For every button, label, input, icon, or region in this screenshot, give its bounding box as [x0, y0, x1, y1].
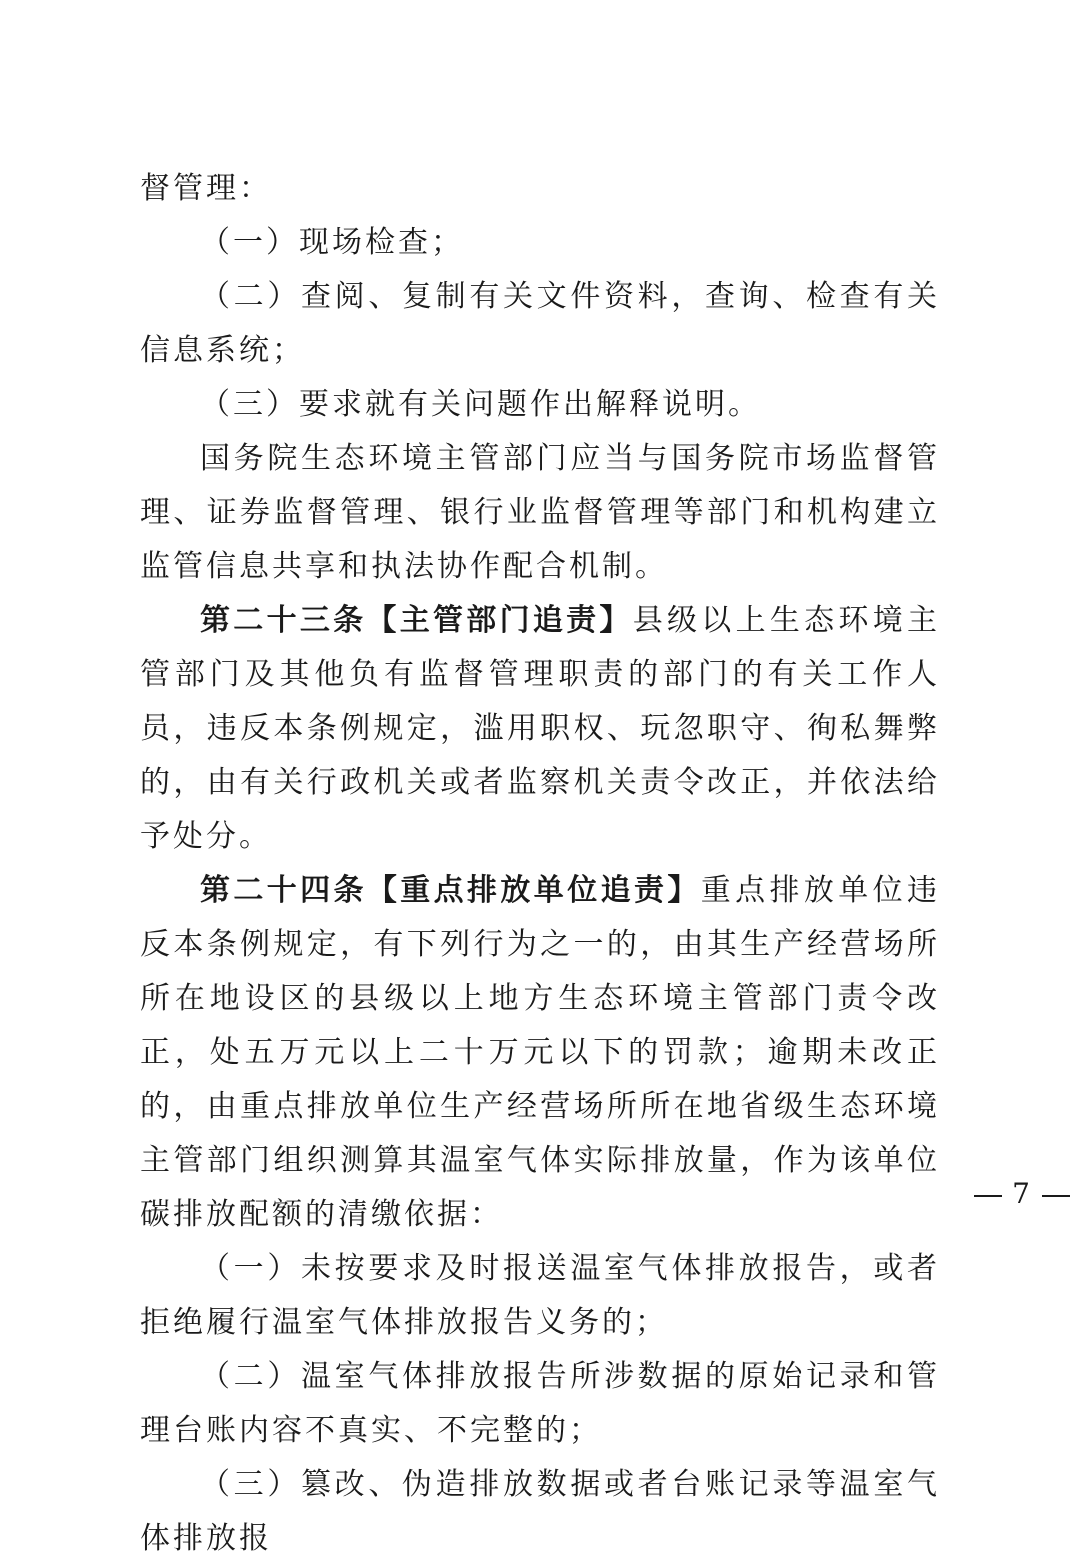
- dash-left: [974, 1195, 1002, 1197]
- article-24-item-2: （二）温室气体排放报告所涉数据的原始记录和管理台账内容不真实、不完整的；: [140, 1359, 940, 1448]
- list-item-inspection: （一）现场检查；: [200, 225, 464, 260]
- paragraph-continuation: 督管理：: [140, 171, 272, 206]
- document-page: [140, 162, 1032, 1566]
- article-23-heading: 第二十三条【主管部门追责】: [200, 603, 633, 638]
- page-number-value: 7: [1012, 1177, 1032, 1210]
- article-24-item-1: （一）未按要求及时报送温室气体排放报告，或者拒绝履行温室气体排放报告义务的；: [140, 1251, 940, 1340]
- article-24-body: 重点排放单位违反本条例规定，有下列行为之一的，由其生产经营场所所在地设区的县级以上地方生态环境主管部门责令改正，处五万元以上二十万元以下的罚款；逾期未改正的，由重点排放单位生产经营场所所在地省级生态环境主管部门组织测算其温室气体实际排放量，作为该单位碳排放配额的清缴依据：: [140, 873, 941, 1232]
- list-item-records: （二）查阅、复制有关文件资料，查询、检查有关信息系统；: [140, 279, 940, 368]
- paragraph-cooperation: 国务院生态环境主管部门应当与国务院市场监督管理、证券监督管理、银行业监督管理等部门和机构建立监管信息共享和执法协作配合机制。: [140, 441, 940, 584]
- article-23: [140, 594, 940, 864]
- page-number: [940, 1174, 1080, 1214]
- article-24-item-3: （三）篡改、伪造排放数据或者台账记录等温室气体排放报: [140, 1467, 940, 1556]
- article-23-body: 县级以上生态环境主管部门及其他负有监督管理职责的部门的有关工作人员，违反本条例规定，滥用职权、玩忽职守、徇私舞弊的，由有关行政机关或者监察机关责令改正，并依法给予处分。: [140, 603, 941, 854]
- article-24-heading: 第二十四条【重点排放单位追责】: [200, 873, 701, 908]
- dash-right: [1042, 1195, 1070, 1197]
- list-item-explanation: （三）要求就有关问题作出解释说明。: [200, 387, 761, 422]
- article-24: [140, 864, 940, 1242]
